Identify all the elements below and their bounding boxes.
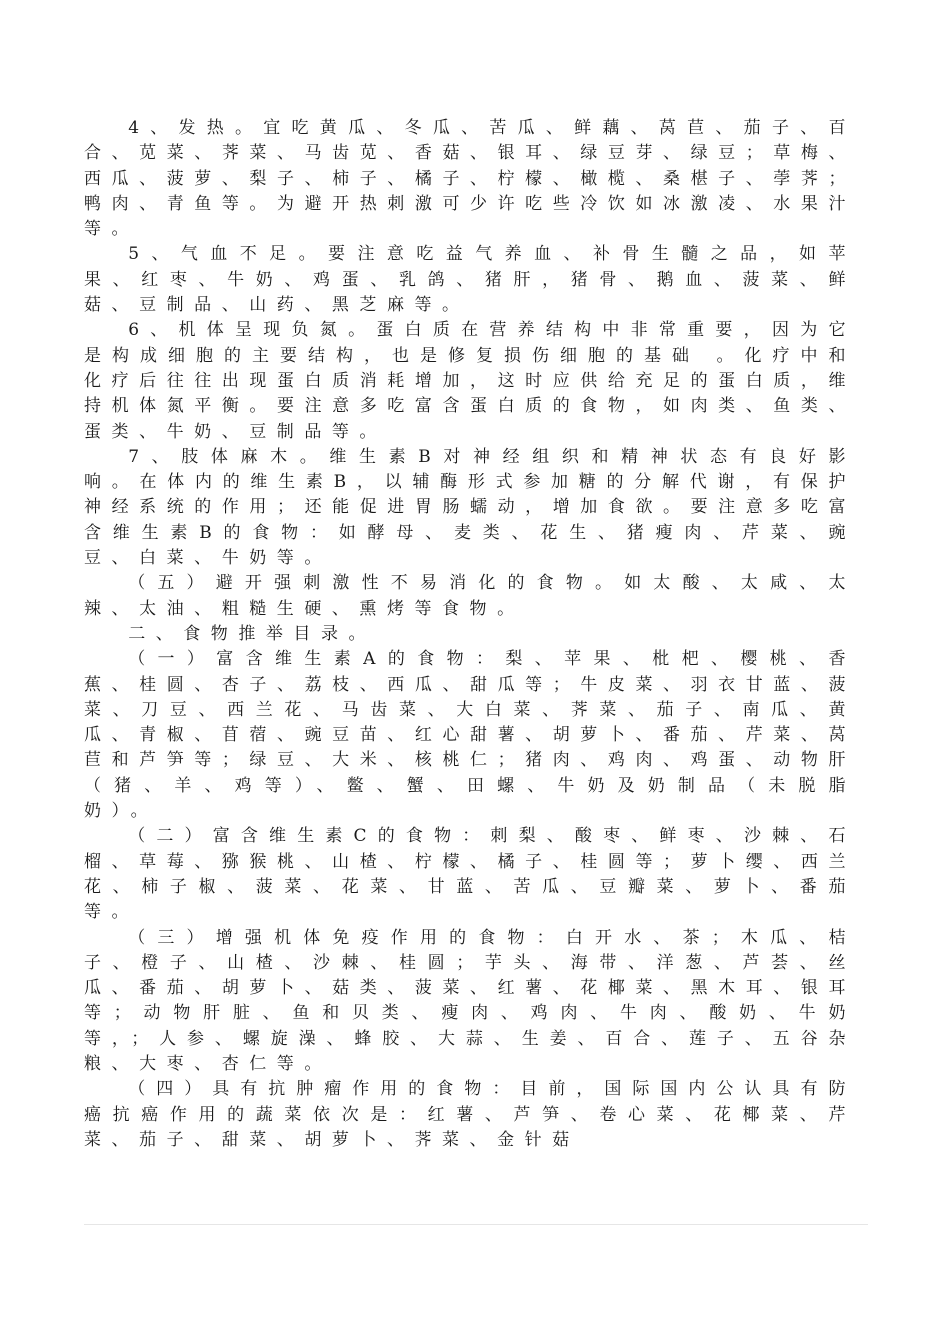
paragraph-negative-nitrogen: 6、机体呈现负氮。蛋白质在营养结构中非常重要，因为它是构成细胞的主要结构，也是修复损伤细胞的基础 。化疗中和化疗后往往出现蛋白质消耗增加，这时应供给充足的蛋白质，维持机体氮平衡。要注意多吃富含蛋白质的食物，如肉类、鱼类、蛋类、牛奶、豆制品等。 [84,320,856,442]
paragraph-anti-tumor: （四）具有抗肿瘤作用的食物：目前，国际国内公认具有防癌抗癌作用的蔬菜依次是：红薯、芦笋、卷心菜、花椰菜、芹菜、茄子、甜菜、胡萝卜、荠菜、金针菇 [84,1079,856,1150]
paragraph-qi-blood: 5、气血不足。要注意吃益气养血、补骨生髓之品，如苹果、红枣、牛奶、鸡蛋、乳鸽、猪肝，猪骨、鹅血、菠菜、鲜菇、豆制品、山药、黑芝麻等。 [84,244,856,316]
paragraph-immunity: （三）增强机体免疫作用的食物：白开水、茶；木瓜、桔子、橙子、山楂、沙棘、桂圆；芋头、海带、洋葱、芦荟、丝瓜、番茄、胡萝卜、菇类、菠菜、红薯、花椰菜、黑木耳、银耳等；动物肝脏、鱼和贝类、瘦肉、鸡肉、牛肉、酸奶、牛奶等，；人参、螺旋澡、蜂胶、大蒜、生姜、百合、莲子、五谷杂粮、大枣、杏仁等。 [84,927,856,1074]
paragraph-limb-numbness: 7、肢体麻木。维生素B对神经组织和精神状态有良好影响。在体内的维生素B，以辅酶形式参加糖的分解代谢，有保护神经系统的作用；还能促进胃肠蠕动，增加食欲。要注意多吃富含维生素B的食物：如酵母、麦类、花生、猪瘦肉、芹菜、豌豆、白菜、牛奶等。 [84,446,856,569]
paragraph-avoid-irritants: （五）避开强刺激性不易消化的食物。如太酸、太咸、太辣、太油、粗糙生硬、熏烤等食物。 [84,573,856,619]
paragraph-vitamin-c: （二）富含维生素C的食物：刺梨、酸枣、鲜枣、沙棘、石榴、草莓、猕猴桃、山楂、柠檬、橘子、桂圆等；萝卜缨、西兰花、柿子椒、菠菜、花菜、甘蓝、苦瓜、豆瓣菜、萝卜、番茄等。 [84,826,856,923]
paragraph-fever: 4、发热。宜吃黄瓜、冬瓜、苦瓜、鲜藕、莴苣、茄子、百合、苋菜、荠菜、马齿苋、香菇、银耳、绿豆芽、绿豆；草梅、西瓜、菠萝、梨子、柿子、橘子、柠檬、橄榄、桑椹子、荸荠；鸭肉、青鱼等。为避开热刺激可少许吃些冷饮如冰激凌、水果汁等。 [84,118,856,240]
document-body [84,116,856,1153]
footer-divider [84,1224,868,1225]
paragraph-vitamin-a: （一）富含维生素A的食物：梨、苹果、枇杷、樱桃、香蕉、桂圆、杏子、荔枝、西瓜、甜瓜等；牛皮菜、羽衣甘蓝、菠菜、刀豆、西兰花、马齿菜、大白菜、荠菜、茄子、南瓜、黄瓜、青椒、苜蓿、豌豆苗、红心甜薯、胡萝卜、番茄、芹菜、莴苣和芦笋等；绿豆、大米、核桃仁；猪肉、鸡肉、鸡蛋、动物肝（猪、羊、鸡等）、鳖、蟹、田螺、牛奶及奶制品（未脱脂奶）。 [84,649,856,822]
section-heading-food-list: 二、食物推举目录。 [128,623,377,644]
